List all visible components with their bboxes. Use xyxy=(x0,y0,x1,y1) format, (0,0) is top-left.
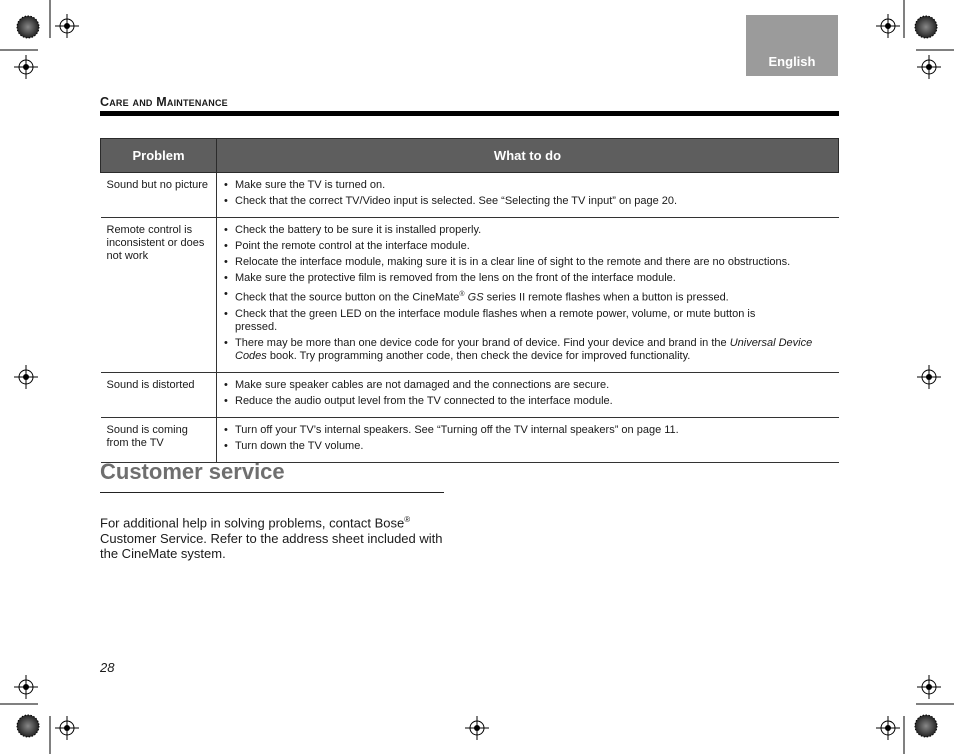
problem-cell: Sound is distorted xyxy=(101,372,217,417)
solution-item: • Turn down the TV volume. xyxy=(223,440,835,453)
solution-item: • Make sure the TV is turned on. xyxy=(223,179,835,192)
solution-item: • Reduce the audio output level from the TV connected to the interface module. xyxy=(223,395,835,408)
problem-cell: Sound is coming from the TV xyxy=(101,417,217,462)
table-row xyxy=(101,372,839,417)
column-header-problem: Problem xyxy=(101,139,217,173)
solution-cell xyxy=(217,372,839,417)
language-tab xyxy=(746,15,838,76)
solution-item: • Check that the correct TV/Video input is selected. See “Selecting the TV input” on page 20. xyxy=(223,195,835,208)
solution-item: • Point the remote control at the interface module. xyxy=(223,240,835,253)
page-number: 28 xyxy=(100,660,115,675)
solution-item: • Turn off your TV’s internal speakers. See “Turning off the TV internal speakers” on page 11. xyxy=(223,424,835,437)
solution-item: • Check that the source button on the CineMate® GS series II remote flashes when a button is pressed. xyxy=(223,288,835,305)
solution-item: • Make sure the protective film is removed from the lens on the front of the interface module. xyxy=(223,272,835,285)
solution-cell xyxy=(217,417,839,462)
customer-service-rule xyxy=(100,492,444,493)
customer-service-heading: Customer service xyxy=(100,459,285,484)
solution-item: • Relocate the interface module, making sure it is in a clear line of sight to the remote and there are no obstructions. xyxy=(223,256,835,269)
problem-cell: Sound but no picture xyxy=(101,173,217,218)
table-row xyxy=(101,218,839,373)
column-header-what-to-do: What to do xyxy=(217,139,839,173)
header-rule xyxy=(100,111,839,116)
section-title: Care and Maintenance xyxy=(100,95,228,109)
customer-service-body: For additional help in solving problems, contact Bose® Customer Service. Refer to the address sheet included with the CineMate system. xyxy=(100,515,443,562)
table-row xyxy=(101,173,839,218)
problem-cell: Remote control is inconsistent or does not work xyxy=(101,218,217,373)
table-header-row xyxy=(101,139,839,173)
solution-item: • Check that the green LED on the interface module flashes when a remote power, volume, or mute button is pressed. xyxy=(223,308,835,334)
table-row xyxy=(101,417,839,462)
solution-item: • There may be more than one device code for your brand of device. Find your device and brand in the Universal Device Codes book. Try programming another code, then check the device for improved functionality. xyxy=(223,337,835,363)
solution-cell xyxy=(217,218,839,373)
solution-cell xyxy=(217,173,839,218)
solution-item: • Check the battery to be sure it is installed properly. xyxy=(223,224,835,237)
solution-item: • Make sure speaker cables are not damaged and the connections are secure. xyxy=(223,379,835,392)
language-tab-label: English xyxy=(768,54,816,69)
troubleshooting-table xyxy=(100,138,839,463)
